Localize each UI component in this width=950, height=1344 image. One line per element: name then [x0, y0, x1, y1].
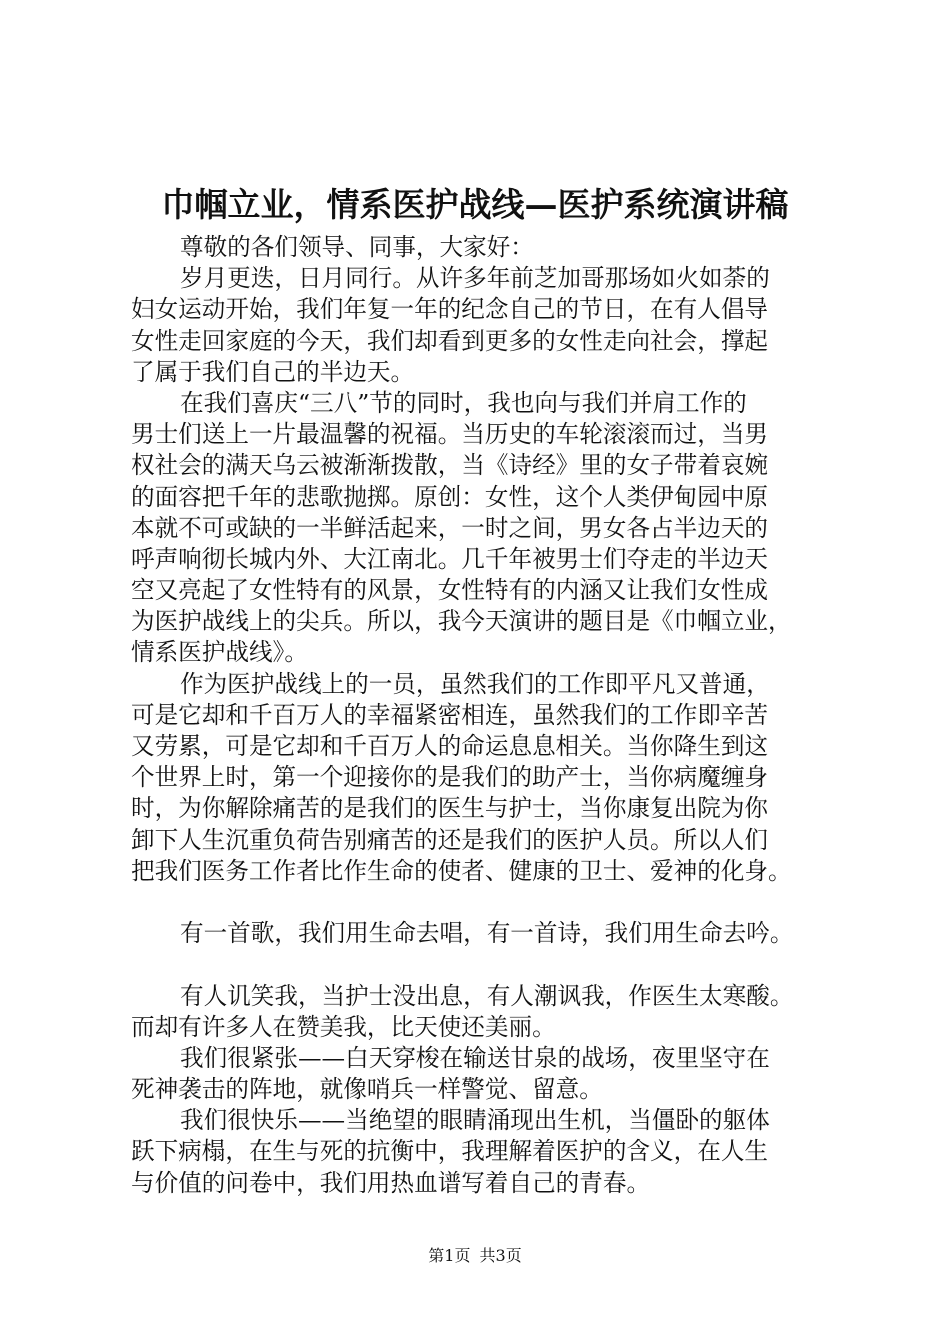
paragraph-line: 跃下病榻，在生与死的抗衡中，我理解着医护的含义，在人生 [131, 1137, 769, 1166]
paragraph-line: 女性走回家庭的今天，我们却看到更多的女性走向社会，撑起 [131, 326, 769, 355]
paragraph-line: 有人讥笑我，当护士没出息，有人潮讽我，作医生太寒酸。 [180, 981, 794, 1010]
page-footer: 第1页 共3页 [428, 1246, 522, 1265]
paragraph-line: 与价值的问卷中，我们用热血谱写着自己的青春。 [131, 1168, 651, 1197]
paragraph-line: 个世界上时，第一个迎接你的是我们的助产士，当你病魔缠身 [131, 763, 769, 792]
paragraph-line: 作为医护战线上的一员，虽然我们的工作即平凡又普通， [180, 669, 770, 698]
paragraph-line: 我们很快乐——当绝望的眼睛涌现出生机，当僵卧的躯体 [180, 1106, 770, 1135]
paragraph-line: 时，为你解除痛苦的是我们的医生与护士，当你康复出院为你 [131, 794, 769, 823]
paragraph-line: 妇女运动开始，我们年复一年的纪念自己的节日，在有人倡导 [131, 295, 769, 324]
paragraph-line: 把我们医务工作者比作生命的使者、健康的卫士、爱神的化身。 [131, 856, 792, 885]
paragraph-line: 岁月更迭，日月同行。从许多年前芝加哥那场如火如荼的 [180, 264, 770, 293]
paragraph-line: 情系医护战线》。 [131, 638, 308, 667]
document-title: 巾帼立业，情系医护战线—医护系统演讲稿 [161, 185, 789, 224]
paragraph-line: 空又亮起了女性特有的风景，女性特有的内涵又让我们女性成 [131, 576, 769, 605]
paragraph-line: 有一首歌，我们用生命去唱，有一首诗，我们用生命去吟。 [180, 919, 794, 948]
paragraph-line: 尊敬的各们领导、同事，大家好： [180, 233, 534, 261]
paragraph-line: 呼声响彻长城内外、大江南北。几千年被男士们夺走的半边天 [131, 544, 769, 573]
paragraph-line: 可是它却和千百万人的幸福紧密相连，虽然我们的工作即辛苦 [131, 700, 769, 729]
paragraph-line: 而却有许多人在赞美我，比天使还美丽。 [131, 1012, 556, 1041]
paragraph-line: 死神袭击的阵地，就像哨兵一样警觉、留意。 [131, 1075, 603, 1104]
paragraph-line: 权社会的满天乌云被渐渐拨散，当《诗经》里的女子带着哀婉 [131, 451, 769, 480]
paragraph-line: 我们很紧张——白天穿梭在输送甘泉的战场，夜里坚守在 [180, 1043, 770, 1072]
paragraph-line: 本就不可或缺的一半鲜活起来，一时之间，男女各占半边天的 [131, 513, 769, 542]
document-body [131, 232, 831, 1199]
paragraph-line: 的面容把千年的悲歌抛掷。原创：女性，这个人类伊甸园中原 [131, 482, 769, 511]
blank-line [131, 949, 831, 980]
paragraph-line: 在我们喜庆“三八”节的同时，我也向与我们并肩工作的 [180, 388, 747, 417]
paragraph-line: 了属于我们自己的半边天。 [131, 357, 415, 386]
paragraph-line: 又劳累，可是它却和千百万人的命运息息相关。当你降生到这 [131, 732, 769, 760]
paragraph-line: 男士们送上一片最温馨的祝福。当历史的车轮滚滚而过，当男 [131, 420, 769, 449]
paragraph-line: 为医护战线上的尖兵。所以，我今天演讲的题目是《巾帼立业， [131, 607, 792, 636]
blank-line [131, 887, 831, 918]
paragraph-line: 卸下人生沉重负荷告别痛苦的还是我们的医护人员。所以人们 [131, 825, 769, 854]
